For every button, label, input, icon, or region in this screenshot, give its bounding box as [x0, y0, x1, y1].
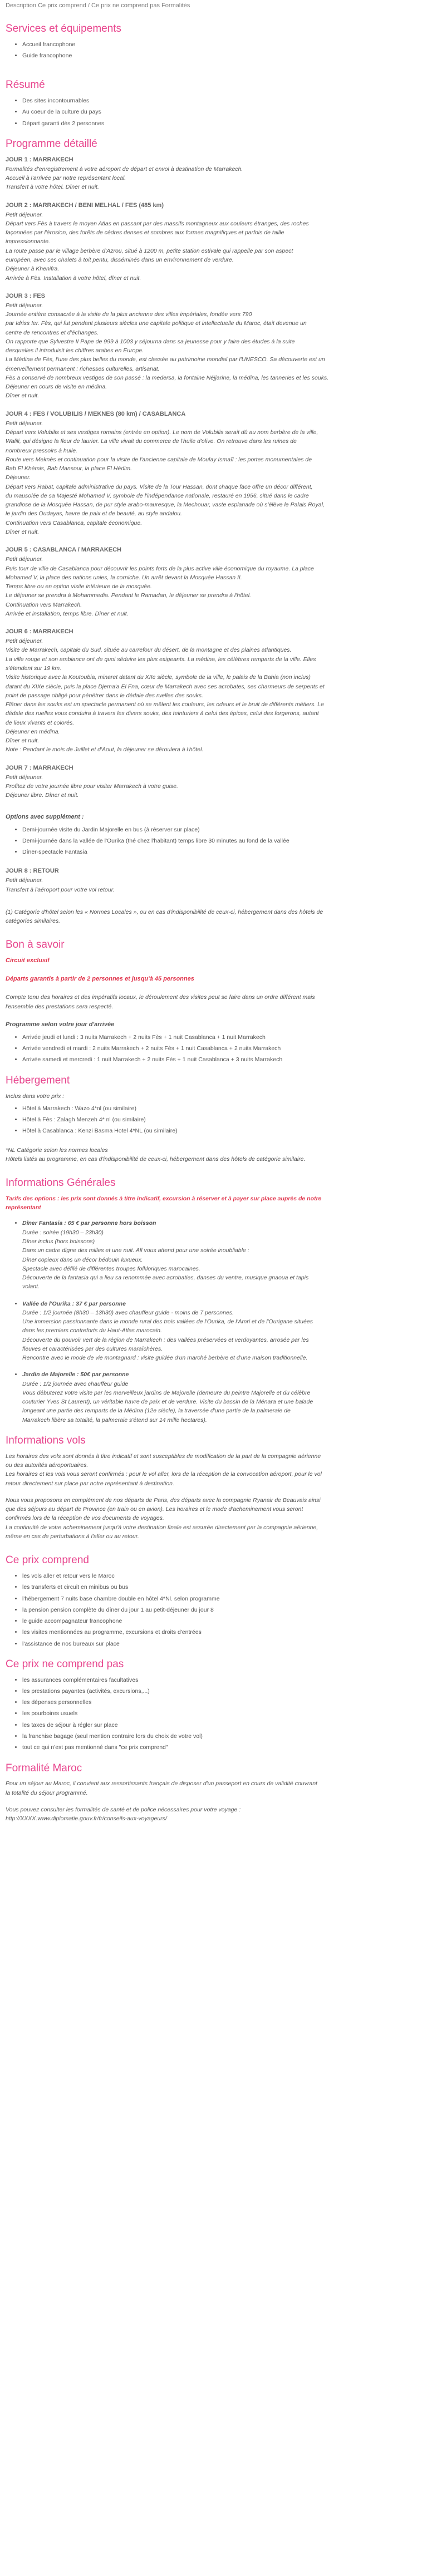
list-item: • l'hébergement 7 nuits base chambre double en hôtel 4*Nl. selon programme	[22, 1594, 416, 1603]
list-item: • les pourboires usuels	[22, 1709, 416, 1718]
day-line: Déjeuner libre. Dîner et nuit.	[6, 792, 79, 799]
vols-title: Informations vols	[6, 1435, 86, 1447]
day-line: Temps libre ou en option visite intérieure de la mosquée.	[6, 583, 152, 590]
day-line: européen, avec ses chalets à toit pentu, disséminés dans un environnement de verdure.	[6, 256, 234, 263]
info-block-line: Durée : 1/2 journée avec chauffeur guide	[22, 1380, 129, 1387]
ne-comprend-list	[6, 1676, 416, 1752]
ce-prix-comprend-title: Ce prix comprend	[6, 1554, 89, 1567]
day-line: Petit déjeuner.	[6, 211, 43, 218]
list-item: • les vols aller et retour vers le Maroc	[22, 1572, 416, 1580]
info-block	[22, 1370, 416, 1425]
day-line: datant du XIXe siècle, puis la place Djema'a El Fna, cœur de Marrakech avec ses acrobates, ses charmeurs de serpents et	[6, 683, 325, 690]
hebergement-note: Hôtels listés au programme, en cas d'indisponibilité de ceux-ci, hébergement dans des hôtels de catégorie similaire.	[6, 1155, 306, 1163]
list-item: • Arrivée jeudi et lundi : 3 nuits Marrakech + 2 nuits Fès + 1 nuit Casablanca + 1 nuit Marrakech	[22, 1033, 416, 1042]
formalite-line: http://XXXX.www.diplomatie.gouv.fr/fr/conseils-aux-voyageurs/	[6, 1815, 167, 1823]
day-line: par Idriss Ier. Fès, qui fut pendant plusieurs siècles une capitale politique et intellectuelle du Maroc, était devenue un	[6, 320, 307, 327]
day-line: nombreux pressoirs à huile.	[6, 447, 77, 454]
footnote-line: catégories similaires.	[6, 918, 61, 925]
comprend-list	[6, 1572, 416, 1648]
day-title: JOUR 8 : RETOUR	[6, 868, 59, 875]
list-item: • les transferts et circuit en minibus ou bus	[22, 1583, 416, 1592]
day-line: Journée entière consacrée à la visite de la plus ancienne des villes impériales, fondée vers 790	[6, 311, 252, 318]
list-item: • l'assistance de nos bureaux sur place	[22, 1639, 416, 1648]
day-line: Départ vers Volubilis et ses vestiges romains (entrée en option). Le nom de Volubilis serait dû au nom berbère de la ville,	[6, 429, 318, 436]
day-title: JOUR 7 : MARRAKECH	[6, 764, 73, 771]
day-line: Route vers Meknès et continuation pour la visite de l'ancienne capitale de Moulay Ismaïl : les portes monumentales de	[6, 456, 312, 463]
formalite-line: Vous pouvez consulter les formalités de santé et de police nécessaires pour votre voyage :	[6, 1806, 241, 1813]
top-nav-line: Description Ce prix comprend / Ce prix ne comprend pas Formalités	[6, 2, 190, 9]
info-block	[22, 1299, 416, 1363]
day-block	[6, 155, 416, 192]
info-block-line: Découverte du pouvoir vert de la région de Marrakech : des vallées préservées et verdoyantes, arrosée par les	[22, 1336, 309, 1343]
arrivee-list	[6, 1033, 416, 1065]
vols-line: Les horaires et les vols vous seront confirmés : pour le vol aller, lors de la réception de la convocation aéroport, pour le vol	[6, 1471, 322, 1478]
info-block-line: Durée : soirée (19h30 – 23h30)	[22, 1229, 104, 1236]
formalite-section	[6, 1762, 416, 1824]
programme-section	[6, 138, 416, 925]
ne-comprend-pas-section	[6, 1658, 416, 1752]
day-line: Déjeuner en cours de visite en médina.	[6, 383, 107, 391]
note-line: l'ensemble des prestations sera respecté.	[6, 1003, 114, 1010]
info-block-line: Vous débuterez votre visite par les merveilleux jardins de Majorelle (demeure du peintre Majorelle et du célèbre	[22, 1389, 311, 1396]
resume-title: Résumé	[6, 79, 45, 91]
list-item: • tout ce qui n'est pas mentionné dans "ce prix comprend"	[22, 1743, 416, 1752]
info-block-line: Dans un cadre digne des milles et une nuit. All vous attend pour une soirée inoubliable :	[22, 1247, 249, 1254]
infos-title: Informations Générales	[6, 1177, 116, 1189]
programme-arrivee-title: Programme selon votre jour d'arrivée	[6, 1021, 115, 1028]
info-block-line: Dîner inclus (hors boissons)	[22, 1238, 95, 1245]
day-line: Puis tour de ville de Casablanca pour découvrir les points forts de la plus active ville économique du royaume. La place	[6, 565, 314, 572]
resume-section	[6, 79, 416, 128]
resume-list	[6, 96, 416, 128]
day-block	[6, 410, 416, 537]
info-block-line: dans les premiers contreforts du Haut-Atlas marocain.	[22, 1327, 162, 1334]
day-line: Départ vers Rabat, capitale administrative du pays. Visite de la Tour Hassan, dont chaque face offre un décor différent,	[6, 483, 313, 490]
day-line: Continuation vers Casablanca, capitale économique.	[6, 519, 143, 526]
formalite-text	[6, 1779, 416, 1823]
day-line: façonnées par l'érosion, des forêts de cèdres denses et sombres aux formes magnifiques et parfois de taille	[6, 229, 284, 237]
infos-section	[6, 1177, 416, 1425]
day-title: JOUR 1 : MARRAKECH	[6, 156, 73, 163]
day-line: dédale des ruelles vous conduira à travers les divers souks, des teinturiers à celui des épices, celui des forgerons, autant	[6, 710, 319, 717]
list-item: • les taxes de séjour à régler sur place	[22, 1721, 416, 1730]
note-line: Compte tenu des horaires et des impératifs locaux, le déroulement des visites peut se faire dans un ordre différent mais	[6, 994, 315, 1001]
vols-line: retour directement sur place par notre représentant à destination.	[6, 1480, 174, 1487]
day-line: desquelles il introduisit les chiffres arabes en Europe.	[6, 347, 144, 354]
formalite-line: Pour un séjour au Maroc, il convient aux ressortissants français de disposer d'un passeport en cours de validité couvrant	[6, 1780, 317, 1787]
day-block	[6, 627, 416, 755]
list-item: • Demi-journée visite du Jardin Majorelle en bus (à réserver sur place)	[22, 825, 416, 834]
day-line: Transfert à votre hôtel. Dîner et nuit.	[6, 184, 99, 191]
day-line: Petit déjeuner.	[6, 556, 43, 563]
list-item: • les assurances complémentaires facultatives	[22, 1676, 416, 1685]
day-line: La ville rouge et son ambiance ont de quoi séduire les plus exigeants. La médina, les célèbres remparts de la ville. Elles	[6, 656, 316, 663]
day-line: Dîner et nuit.	[6, 528, 40, 535]
day-title: JOUR 6 : MARRAKECH	[6, 628, 73, 636]
day-line: Note : Pendant le mois de Juillet et d'Aout, la déjeuner se déroulera à l'hôtel.	[6, 746, 204, 753]
info-block-line: volant.	[22, 1283, 40, 1291]
formalite-title: Formalité Maroc	[6, 1762, 82, 1774]
day-line: Petit déjeuner.	[6, 420, 43, 427]
day-line: Dîner et nuit.	[6, 737, 40, 745]
day-title: JOUR 3 : FES	[6, 292, 45, 299]
day-line: Visite historique avec la Koutoubia, minaret datant du XIIe siècle, symbole de la ville, le palais de la Bahia (non inclus)	[6, 674, 311, 681]
info-block-title: • Vallée de l'Ourika : 37 € par personne	[22, 1300, 126, 1307]
vols-line: que des séjours au départ de Province (en train ou en avion). Les horaires et le mode d'acheminement vous seront	[6, 1506, 303, 1513]
vols-line: Nous vous proposons en complément de nos départs de Paris, des départs avec la compagnie Ryanair de Beauvais ainsi	[6, 1496, 321, 1504]
day-block	[6, 292, 416, 401]
day-line: Petit déjeuner.	[6, 638, 43, 645]
list-item: • Hôtel à Marrakech : Wazo 4*nl (ou similaire)	[22, 1104, 416, 1113]
day-line: impressionnante.	[6, 238, 50, 245]
day-line: Continuation vers Marrakech.	[6, 601, 82, 608]
info-block-line: Marrakech libère sa totalité, la palmeraie s'étend sur 14 mille hectares).	[22, 1416, 207, 1424]
info-block-title: • Dîner Fantasia : 65 € par personne hors boisson	[22, 1220, 156, 1227]
vols-text	[6, 1452, 416, 1541]
services-title: Services et équipements	[6, 23, 122, 35]
list-item: • Guide francophone	[22, 51, 416, 60]
services-section	[6, 23, 416, 60]
list-item: • Hôtel à Casablanca : Kenzi Basma Hotel 4*NL (ou similaire)	[22, 1126, 416, 1135]
footnote-line: (1) Catégorie d'hôtel selon les « Normes Locales », ou en cas d'indisponibilité de ceux-ci, hébergement dans des hôtels de	[6, 908, 323, 915]
ne-comprend-pas-title: Ce prix ne comprend pas	[6, 1658, 124, 1670]
vols-line: confirmés lors de la réception de vos documents de voyages.	[6, 1515, 164, 1522]
day-line: Arrivée et installation, temps libre. Dîner et nuit.	[6, 610, 129, 617]
vols-section	[6, 1435, 416, 1541]
day-line: Flâner dans les souks est un spectacle permanent où se mêlent les couleurs, les odeurs et le bruit de différents métiers. Le	[6, 701, 324, 708]
day-line: le jardin des Oudayas, havre de paix et de beauté, au style andalou.	[6, 510, 182, 518]
day-line: point de passage obligé pour pénétrer dans le dédale des ruelles des souks.	[6, 692, 203, 699]
day-block	[6, 764, 416, 800]
day-line: du mausolée de sa Majesté Mohamed V, symbole de l'indépendance nationale, restauré en 1956, situé dans le cadre	[6, 492, 309, 499]
list-item: • le guide accompagnateur francophone	[22, 1617, 416, 1626]
day-line: Déjeuner.	[6, 474, 31, 481]
day-line: Arrivée à Fès. Installation à votre hôtel, dîner et nuit.	[6, 274, 141, 282]
ce-prix-comprend-section	[6, 1554, 416, 1648]
day-line: Formalités d'enregistrement à votre aéroport de départ et envol à destination de Marrakech.	[6, 165, 243, 173]
day-line: Walili, qui désigne la fleur de laurier. La ville vivait du commerce de l'huile d'olive. On retrouve dans les ruines de	[6, 438, 297, 445]
day-line: Déjeuner en médina.	[6, 728, 60, 735]
hebergement-list	[6, 1104, 416, 1136]
day-line: Dîner et nuit.	[6, 392, 40, 400]
day-line: Petit déjeuner.	[6, 774, 43, 781]
list-item: • Demi-journée dans la vallée de l'Ourika (thé chez l'habitant) temps libre 30 minutes au fond de la vallée	[22, 836, 416, 845]
list-item: • Arrivée vendredi et mardi : 2 nuits Marrakech + 2 nuits Fès + 1 nuit Casablanca + 2 nuits Marrakech	[22, 1044, 416, 1053]
day-title: JOUR 5 : CASABLANCA / MARRAKECH	[6, 546, 121, 554]
infos-warning: Tarifs des options : les prix sont donnés à titre indicatif, excursion à réserver et à payer sur place auprès de notre	[6, 1195, 322, 1202]
hebergement-note: *NL Catégorie selon les normes locales	[6, 1146, 108, 1154]
services-list	[6, 40, 416, 61]
day-line: Départ vers Fès à travers le moyen Atlas en passant par des massifs montagneux aux couleurs étranges, des roches	[6, 220, 309, 227]
day-line: Fès a conservé de nombreux vestiges de son passé : la medersa, la fontaine Néjjarine, la médina, les tanneries et les souks.	[6, 374, 329, 381]
vols-line: La continuité de votre acheminement jusqu'à votre destination finale est assurée directement par la compagnie aérienne,	[6, 1524, 318, 1531]
info-block-line: longeant une partie des remparts de la Médina (12e siècle), la traversée d'une partie de la palmeraie de	[22, 1407, 291, 1415]
day-line: On rapporte que Sylvestre II Pape de 999 à 1003 y séjourna dans sa jeunesse pour y faire des études à la suite	[6, 338, 295, 345]
vols-line: Les horaires des vols sont donnés à titre indicatif et sont susceptibles de modification de la part de la compagnie aérienne	[6, 1452, 321, 1460]
page	[0, 1, 422, 1823]
day-title: JOUR 2 : MARRAKECH / BENI MELHAL / FES (485 km)	[6, 201, 164, 209]
bon-a-savoir-section	[6, 939, 416, 1064]
vols-line: ou des autorités aéroportuaires.	[6, 1462, 89, 1469]
day-line: La route passe par le village berbère d'Azrou, situé à 1200 m, petite station estivale qui rappelle par son aspect	[6, 247, 293, 254]
infos-warning: représentant	[6, 1204, 41, 1211]
day-line: de lieux vivants et colorés.	[6, 719, 75, 726]
day-title: JOUR 4 : FES / VOLUBILIS / MEKNES (80 km) / CASABLANCA	[6, 410, 186, 417]
list-item: • Arrivée samedi et mercredi : 1 nuit Marrakech + 2 nuits Fès + 1 nuit Casablanca + 3 nuits Marrakech	[22, 1055, 416, 1064]
list-item: • les dépenses personnelles	[22, 1698, 416, 1707]
info-block	[22, 1219, 416, 1291]
day-block	[6, 201, 416, 283]
day-line: Bab El Khémis, Bab Mansour, la place El Hédim.	[6, 465, 133, 472]
day-line: Transfert à l'aéroport pour votre vol retour.	[6, 886, 115, 893]
day-line: Accueil à l'arrivée par notre représentant local.	[6, 175, 126, 182]
list-item: • Dîner-spectacle Fantasia	[22, 848, 416, 856]
day-line: Le déjeuner se prendra à Mohammedia. Pendant le Ramadan, le déjeuner se prendra à l'hôtel.	[6, 592, 251, 599]
departs-label: Départs garantis à partir de 2 personnes et jusqu'à 45 personnes	[6, 976, 194, 983]
day-line: grandiose de la Mosquée Hassan, de pur style arabo-mauresque, la Mechouar, vaste esplanade où s'élève le Palais Royal,	[6, 501, 325, 509]
info-block-title: • Jardin de Majorelle : 50€ par personne	[22, 1371, 129, 1378]
day-line: Mohamed V, la place des nations unies, la corniche. Un arrêt devant la Mosquée Hassan II.	[6, 574, 242, 581]
hebergement-section	[6, 1075, 416, 1164]
day-line: Petit déjeuner.	[6, 877, 43, 884]
programme-days	[6, 155, 416, 800]
list-item: • la pension pension complète du dîner du jour 1 au petit-déjeuner du jour 8	[22, 1605, 416, 1614]
list-item: • Des sites incontournables	[22, 96, 416, 105]
info-block-line: Une immersion passionnante dans le monde rural des trois vallées de l'Ourika, de l'Amri et de l'Ourigane situées	[22, 1318, 313, 1326]
info-block-line: Rencontre avec le mode de vie montagnard : visite guidée d'un marché berbère et d'une maison traditionnelle.	[22, 1355, 308, 1362]
info-block-line: Spectacle avec défilé de différentes troupes folkloriques marocaines.	[22, 1265, 200, 1272]
list-item: • Départ garanti dès 2 personnes	[22, 119, 416, 128]
day-block	[6, 545, 416, 618]
day-line: Visite de Marrakech, capitale du Sud, située au carrefour du désert, de la montagne et des plaines atlantiques.	[6, 647, 292, 654]
list-item: • Accueil francophone	[22, 40, 416, 49]
hebergement-intro: Inclus dans votre prix :	[6, 1092, 65, 1100]
day-line: émerveillement permanent : richesses culturelles, artisanat.	[6, 365, 160, 372]
infos-list	[6, 1219, 416, 1425]
info-block-line: Dîner copieux dans un décor bédouin luxueux.	[22, 1256, 143, 1263]
day-line: Déjeuner à Khenifra.	[6, 265, 60, 273]
list-item: • les prestations payantes (activités, excursions,...)	[22, 1687, 416, 1696]
info-block-line: couturier Yves St Laurent), un véritable havre de paix et de verdure. Visite du bassin de la Ménara et une balade	[22, 1398, 313, 1406]
hebergement-title: Hébergement	[6, 1074, 70, 1086]
day-line: La Médina de Fès, l'une des plus belles du monde, est classée au patrimoine mondial par l'UNESCO. Sa découverte est un	[6, 356, 325, 363]
info-block-line: Durée : 1/2 journée (8h30 – 13h30) avec chauffeur guide - moins de 7 personnes.	[22, 1309, 234, 1316]
list-item: • les visites mentionnées au programme, excursions et droits d'entrées	[22, 1628, 416, 1637]
programme-title: Programme détaillé	[6, 137, 97, 150]
list-item: • Hôtel à Fès : Zalagh Menzeh 4* nl (ou similaire)	[22, 1115, 416, 1124]
circuit-label: Circuit exclusif	[6, 957, 50, 964]
day-line: Profitez de votre journée libre pour visiter Marrakech à votre guise.	[6, 782, 178, 790]
formalite-line: la totalité du séjour programmé.	[6, 1789, 88, 1796]
list-item: • la franchise bagage (seul mention contraire lors du choix de votre vol)	[22, 1732, 416, 1741]
options-list	[6, 825, 416, 857]
options-title: Options avec supplément :	[6, 813, 84, 820]
vols-line: même en cas de perturbations à l'aller ou au retour.	[6, 1533, 139, 1540]
info-block-line: fleuves et caractérisées par des cultures maraîchères.	[22, 1345, 163, 1352]
day-line: s'étendent sur 19 km.	[6, 665, 62, 672]
list-item: • Au coeur de la culture du pays	[22, 107, 416, 116]
info-block-line: Découverte de la fantasia qui a lieu sa renommée avec acrobaties, danses du ventre, musique gnaoua et tapis	[22, 1274, 309, 1282]
bon-a-savoir-title: Bon à savoir	[6, 939, 65, 951]
day-line: Petit déjeuner.	[6, 302, 43, 309]
day-line: centre de rencontres et d'échanges.	[6, 329, 99, 336]
